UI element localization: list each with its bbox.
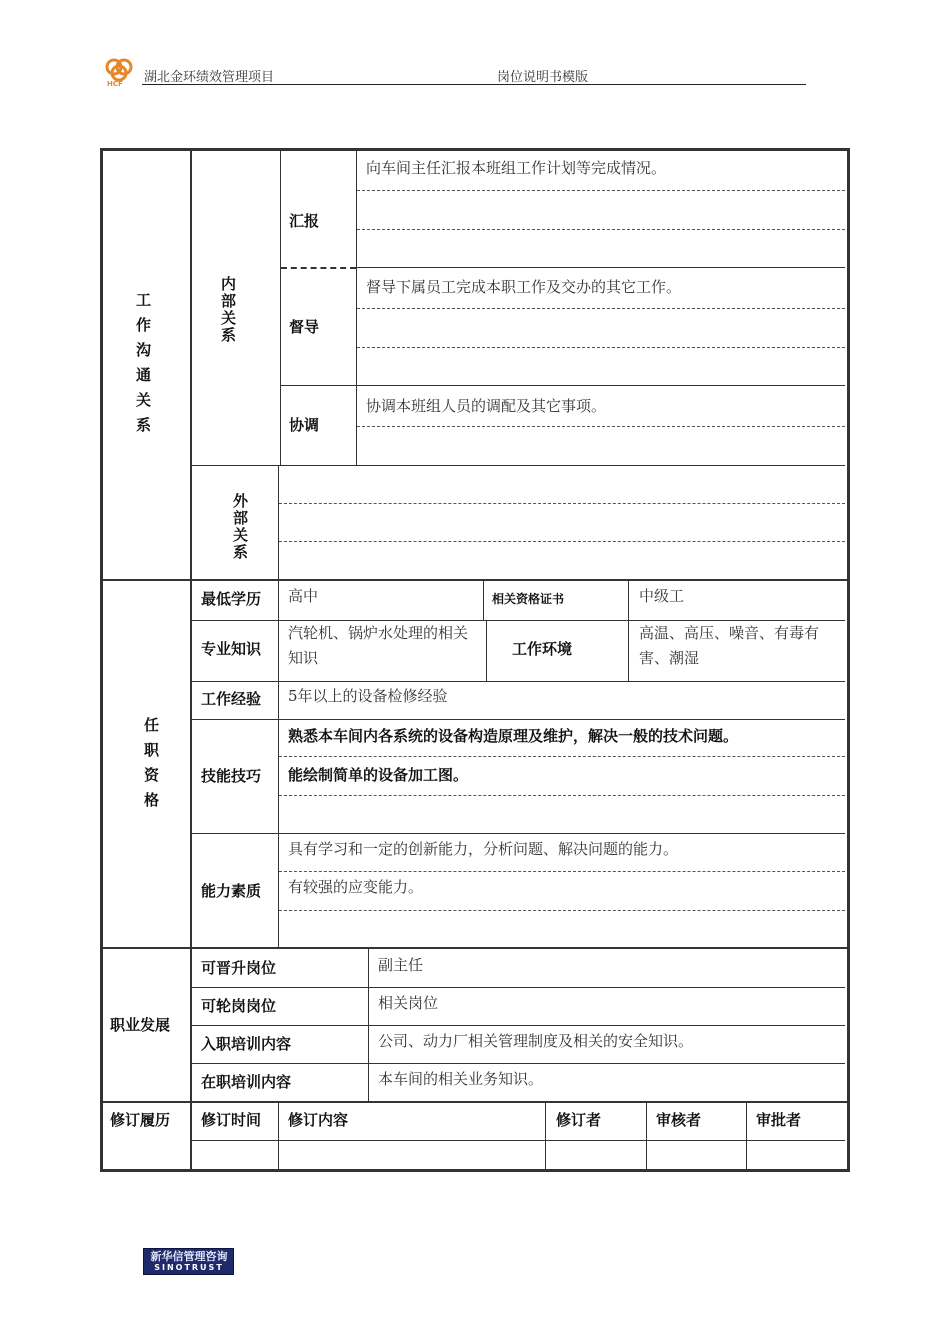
- promotion-value: 副主任: [378, 956, 424, 974]
- skill-item-2: 能绘制简单的设备加工图。: [288, 766, 469, 784]
- section-revision: 修订履历: [110, 1111, 171, 1129]
- report-label: 汇报: [289, 212, 320, 230]
- rotation-value: 相关岗位: [378, 994, 439, 1012]
- environment-value: 高温、高压、噪音、有毒有害、潮湿: [639, 624, 820, 667]
- col-revision-time: 修订时间: [201, 1111, 262, 1129]
- logo-text: HCF: [107, 80, 123, 88]
- certificate-label: 相关资格证书: [492, 592, 565, 606]
- ability-item-1: 具有学习和一定的创新能力，分析问题、解决问题的能力。: [288, 840, 679, 858]
- report-text: 向车间主任汇报本班组工作计划等完成情况。: [366, 159, 667, 177]
- experience-label: 工作经验: [201, 690, 262, 708]
- supervise-label: 督导: [289, 318, 320, 336]
- supervise-text: 督导下属员工完成本职工作及交办的其它工作。: [366, 278, 682, 296]
- rotation-label: 可轮岗岗位: [201, 997, 277, 1015]
- promotion-label: 可晋升岗位: [201, 959, 277, 977]
- section-qualification: 任职资格: [142, 717, 160, 817]
- external-relations-label: 外部关系: [231, 493, 249, 561]
- knowledge-value: 汽轮机、锅炉水处理的相关知识: [288, 624, 469, 667]
- ability-label: 能力素质: [201, 882, 262, 900]
- skill-item-1: 熟悉本车间内各系统的设备构造原理及维护，解决一般的技术问题。: [288, 727, 739, 745]
- section-career: 职业发展: [110, 1016, 171, 1034]
- onboard-training-value: 公司、动力厂相关管理制度及相关的安全知识。: [378, 1032, 694, 1050]
- footer-logo: [143, 1248, 234, 1275]
- col-approver: 审批者: [756, 1111, 802, 1129]
- onboard-training-label: 入职培训内容: [201, 1035, 292, 1053]
- onjob-training-label: 在职培训内容: [201, 1073, 292, 1091]
- coordinate-text: 协调本班组人员的调配及其它事项。: [366, 397, 607, 415]
- header-doc-title: 岗位说明书模版: [497, 70, 589, 85]
- col-auditor: 审核者: [656, 1111, 702, 1129]
- environment-label: 工作环境: [512, 640, 573, 658]
- col-reviser: 修订者: [556, 1111, 602, 1129]
- header-project: 湖北金环绩效管理项目: [144, 70, 275, 85]
- onjob-training-value: 本车间的相关业务知识。: [378, 1070, 544, 1088]
- certificate-value: 中级工: [639, 587, 685, 605]
- footer-brand-en: SINOTRUST: [154, 1263, 224, 1272]
- internal-relations-label: 内部关系: [219, 276, 237, 344]
- footer-brand-cn: 新华信管理咨询: [150, 1250, 228, 1263]
- skills-label: 技能技巧: [201, 767, 262, 785]
- education-label: 最低学历: [201, 590, 262, 608]
- coordinate-label: 协调: [289, 416, 320, 434]
- knowledge-label: 专业知识: [201, 640, 262, 658]
- ability-item-2: 有较强的应变能力。: [288, 878, 424, 896]
- section-communication: 工作沟通关系: [134, 292, 152, 442]
- header-rule: [142, 84, 806, 85]
- experience-value: 5年以上的设备检修经验: [288, 687, 448, 705]
- education-value: 高中: [288, 587, 319, 605]
- col-revision-content: 修订内容: [288, 1111, 349, 1129]
